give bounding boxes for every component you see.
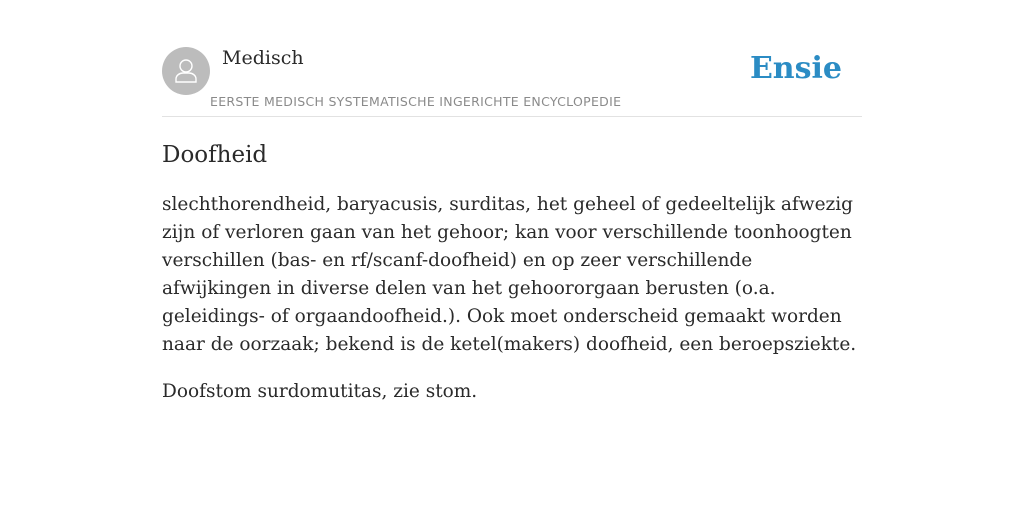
article-paragraph: Doofstom surdomutitas, zie stom.	[162, 381, 478, 402]
page-header	[162, 47, 862, 117]
user-silhouette-icon[interactable]	[162, 47, 210, 95]
category-name[interactable]: Medisch	[222, 47, 304, 69]
article-title: Doofheid	[162, 142, 268, 168]
encyclopedia-subtitle: EERSTE MEDISCH SYSTEMATISCHE INGERICHTE ENCYCLOPEDIE	[210, 94, 622, 109]
brand-logo[interactable]: Ensie	[749, 51, 842, 86]
article	[162, 139, 862, 425]
article-paragraph: slechthorendheid, baryacusis, surditas, het geheel of gedeeltelijk afwezig zijn of verloren gaan van het gehoor; kan voor verschillende toonhoogten verschillen (bas- en rf/scanf-doofheid) en op zeer verschillende afwijkingen in diverse delen van het gehoororgaan berusten (o.a. geleidings- of orgaandoofheid.). Ook moet onderscheid gemaakt worden naar de oorzaak; bekend is de ketel(makers) doofheid, een beroepsziekte.	[162, 194, 857, 355]
